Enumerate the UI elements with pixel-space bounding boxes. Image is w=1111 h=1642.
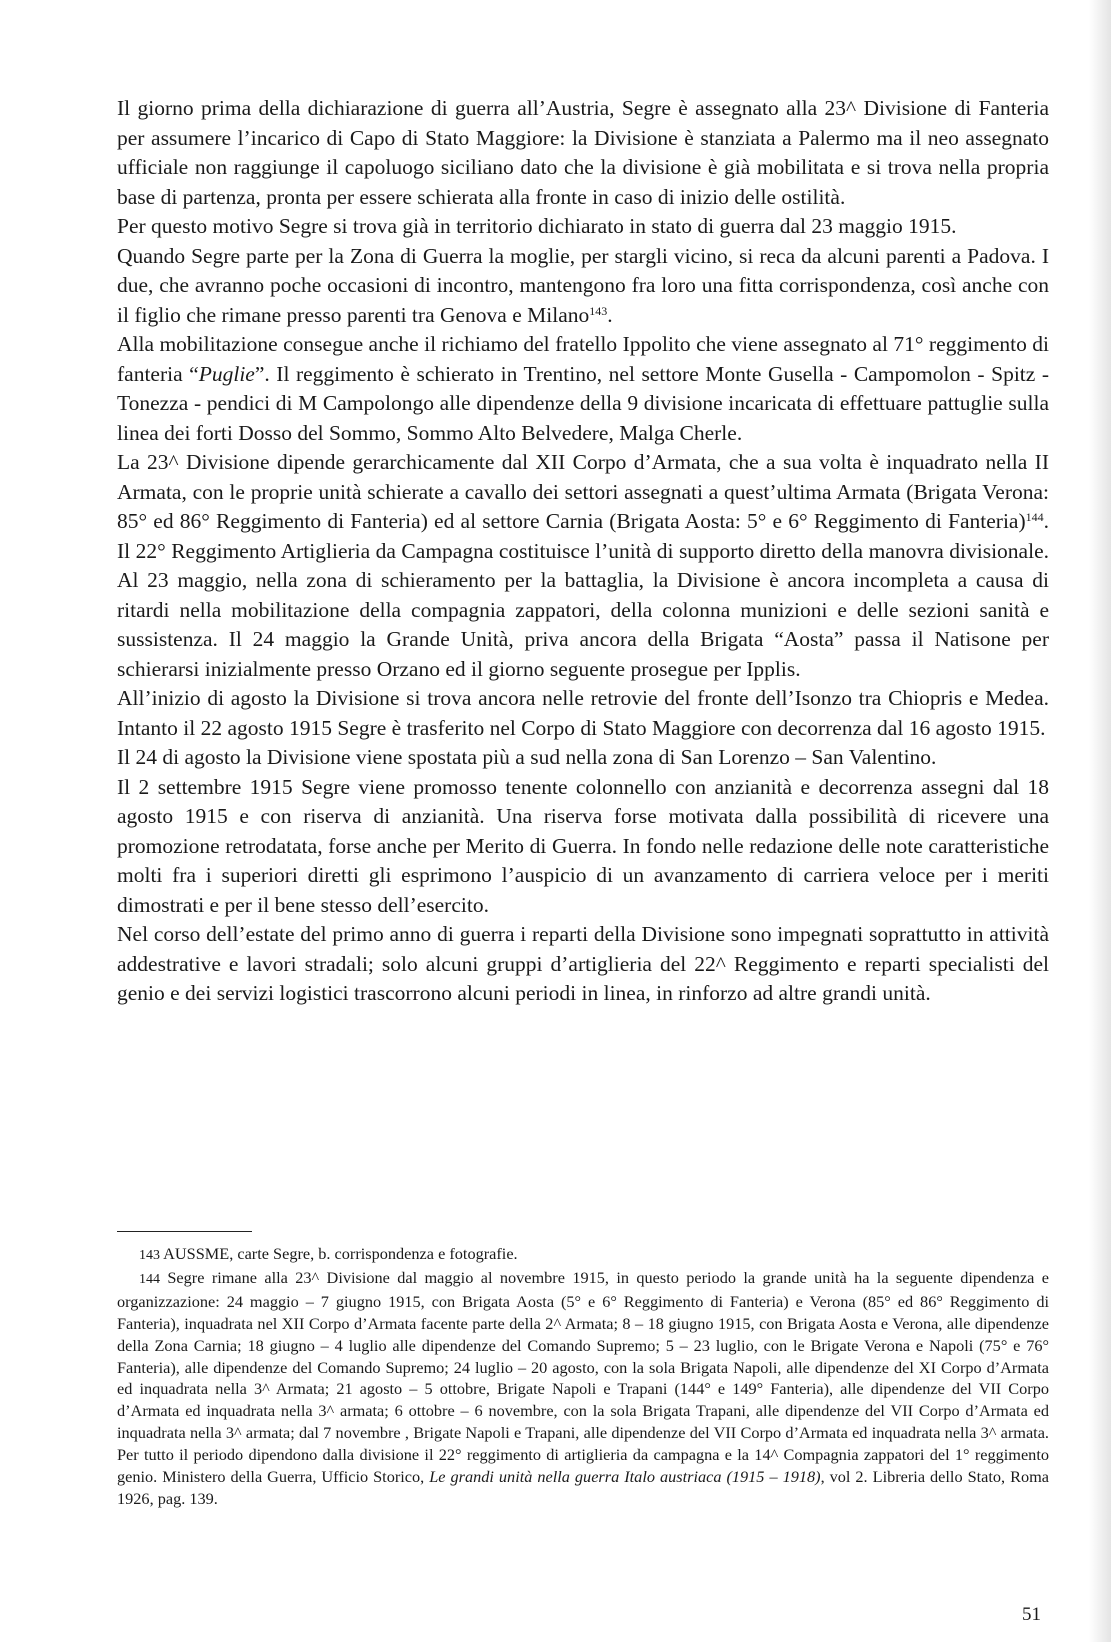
footnote-divider bbox=[117, 1231, 252, 1232]
paragraph-text: Nel corso dell’estate del primo anno di guerra i reparti della Divisione sono impegnati soprattutto in attività addestrative e lavori stradali; solo alcuni gruppi d’artiglieria del 22^ Reggimento e reparti specialisti del genio e dei servizi logistici trascorrono alcuni periodi in linea, in rinforzo ad altre grandi unità. bbox=[117, 922, 1049, 1005]
footnote-144 bbox=[117, 1267, 1049, 1510]
footnote-reference: 143 bbox=[589, 303, 608, 318]
paragraph-text: ”. Il reggimento è schierato in Trentino, nel settore Monte Gusella - Campomolon - Spitz - Tonezza - pendici di M Campolongo alle dipendenze della 9 divisione incaricata di effettuare pattuglie sulla linea dei forti Dosso del Sommo, Sommo Alto Belvedere, Malga Cherle. bbox=[117, 361, 1049, 445]
paragraph-text: . bbox=[607, 302, 613, 327]
footnote-text: , vol 2. Libreria dello Stato, Roma 1926, pag. 139. bbox=[117, 1467, 1050, 1508]
paragraph bbox=[117, 773, 1049, 921]
paragraph bbox=[117, 448, 1049, 684]
paragraph-text: Il 24 di agosto la Divisione viene spostata più a sud nella zona di San Lorenzo – San Valentino. bbox=[117, 745, 937, 769]
paragraph bbox=[117, 94, 1049, 212]
page-number: 51 bbox=[1022, 1604, 1041, 1625]
paragraph bbox=[117, 920, 1049, 1009]
italic-text: Puglie bbox=[198, 361, 255, 386]
paragraph-text: . Il 22° Reggimento Artiglieria da Campagna costituisce l’unità di supporto diretto della manovra divisionale. Al 23 maggio, nella zona di schieramento per la battaglia, la Divisione è ancora incompleta a causa di ritardi nella mobilitazione della compagnia zappatori, della colonna munizioni e delle sezioni sanità e sussistenza. Il 24 maggio la Grande Unità, priva ancora della Brigata “Aosta” passa il Natisone per schierarsi inizialmente presso Orzano ed il giorno seguente prosegue per Ipplis. bbox=[117, 509, 1049, 681]
paragraph-text: Per questo motivo Segre si trova già in territorio dichiarato in stato di guerra dal 23 maggio 1915. bbox=[117, 214, 957, 238]
paragraph-text: La 23^ Divisione dipende gerarchicamente dal XII Corpo d’Armata, che a sua volta è inquadrato nella II Armata, con le proprie unità schierate a cavallo dei settori assegnati a quest’ultima Armata (Brigata Verona: 85° ed 86° Reggimento di Fanteria) ed al settore Carnia (Brigata Aosta: 5° e 6° Reggimento di Fanteria) bbox=[117, 450, 1049, 533]
paragraph-text: Il giorno prima della dichiarazione di guerra all’Austria, Segre è assegnato alla 23^ Divisione di Fanteria per assumere l’incarico di Capo di Stato Maggiore: la Divisione è stanziata a Palermo ma il neo assegnato ufficiale non raggiunge il capoluogo siciliano dato che la divisione è già mobilitata e si trova nella propria base di partenza, pronta per essere schierata alla fronte in caso di inizio delle ostilità. bbox=[117, 96, 1049, 209]
paragraph bbox=[117, 330, 1049, 448]
paragraph bbox=[117, 242, 1049, 331]
paragraph bbox=[117, 684, 1049, 743]
paragraph bbox=[117, 743, 1049, 773]
body-text bbox=[117, 94, 1049, 1009]
paragraph-text: Quando Segre parte per la Zona di Guerra la moglie, per stargli vicino, si reca da alcuni parenti a Padova. I due, che avranno poche occasioni di incontro, mantengono fra loro una fitta corrispondenza, così anche con il figlio che rimane presso parenti tra Genova e Milano bbox=[117, 243, 1049, 327]
paragraph-text: Alla mobilitazione consegue anche il richiamo del fratello Ippolito che viene assegnato al 71° reggimento di fanteria “ bbox=[117, 332, 1049, 386]
paragraph bbox=[117, 212, 1049, 242]
footnote-text: AUSSME, carte Segre, b. corrispondenza e fotografie. bbox=[160, 1244, 518, 1263]
footnote-number: 143 bbox=[139, 1248, 160, 1263]
footnote-text: Segre rimane alla 23^ Divisione dal maggio al novembre 1915, in questo periodo la grande unità ha la seguente dipendenza e organizzazione: 24 maggio – 7 giugno 1915, con Brigata Aosta (5° e 6° Reggimento di Fanteria) e Verona (85° ed 86° Reggimento di Fanteria), inquadrata nel XII Corpo d’Armata facente parte della 2^ Armata; 8 – 18 giugno 1915, con Brigata Aosta e Verona, alle dipendenze della Zona Carnia; 18 giugno – 4 luglio alle dipendenze del Comando Supremo; 5 – 23 luglio, con le Brigate Verona e Napoli (75° e 76° Fanteria), alle dipendenze del Comando Supremo; 24 luglio – 20 agosto, con la sola Brigata Napoli, alle dipendenze del XI Corpo d’Armata ed inquadrata nella 3^ Armata; 21 agosto – 5 ottobre, Brigate Napoli e Trapani (144° e 149° Fanteria), alle dipendenze del VII Corpo d’Armata ed inquadrata nella 3^ armata; 6 ottobre – 6 novembre, con la sola Brigata Trapani, alle dipendenze del VII Corpo d’Armata ed inquadrata nella 3^ armata; dal 7 novembre , Brigate Napoli e Trapani, alle dipendenze del VII Corpo d’Armata ed inquadrata nella 3^ armata. Per tutto il periodo dipendono dalla divisione il 22° reggimento di artiglieria da campagna e la 14^ Compagnia zappatori del 1° reggimento genio. Ministero della Guerra, Ufficio Storico, bbox=[117, 1267, 1049, 1487]
footnote-reference: 144 bbox=[1025, 510, 1044, 524]
italic-citation: Le grandi unità nella guerra Italo austriaca (1915 – 1918) bbox=[429, 1467, 821, 1487]
page-edge-shadow bbox=[1089, 0, 1111, 1642]
footnote-143 bbox=[117, 1243, 1049, 1267]
footnote-number: 144 bbox=[139, 1271, 160, 1287]
footnotes bbox=[117, 1243, 1049, 1510]
paragraph-text: Il 2 settembre 1915 Segre viene promosso tenente colonnello con anzianità e decorrenza assegni dal 18 agosto 1915 e con riserva di anzianità. Una riserva forse motivata dalla possibilità di ricevere una promozione retrodatata, forse anche per Merito di Guerra. In fondo nelle redazione delle note caratteristiche molti fra i superiori diretti gli esprimono l’auspicio di un avanzamento di carriera veloce per i meriti dimostrati e per il bene stesso dell’esercito. bbox=[117, 774, 1049, 917]
paragraph-text: All’inizio di agosto la Divisione si trova ancora nelle retrovie del fronte dell’Isonzo tra Chiopris e Medea. Intanto il 22 agosto 1915 Segre è trasferito nel Corpo di Stato Maggiore con decorrenza dal 16 agosto 1915. bbox=[117, 686, 1049, 740]
